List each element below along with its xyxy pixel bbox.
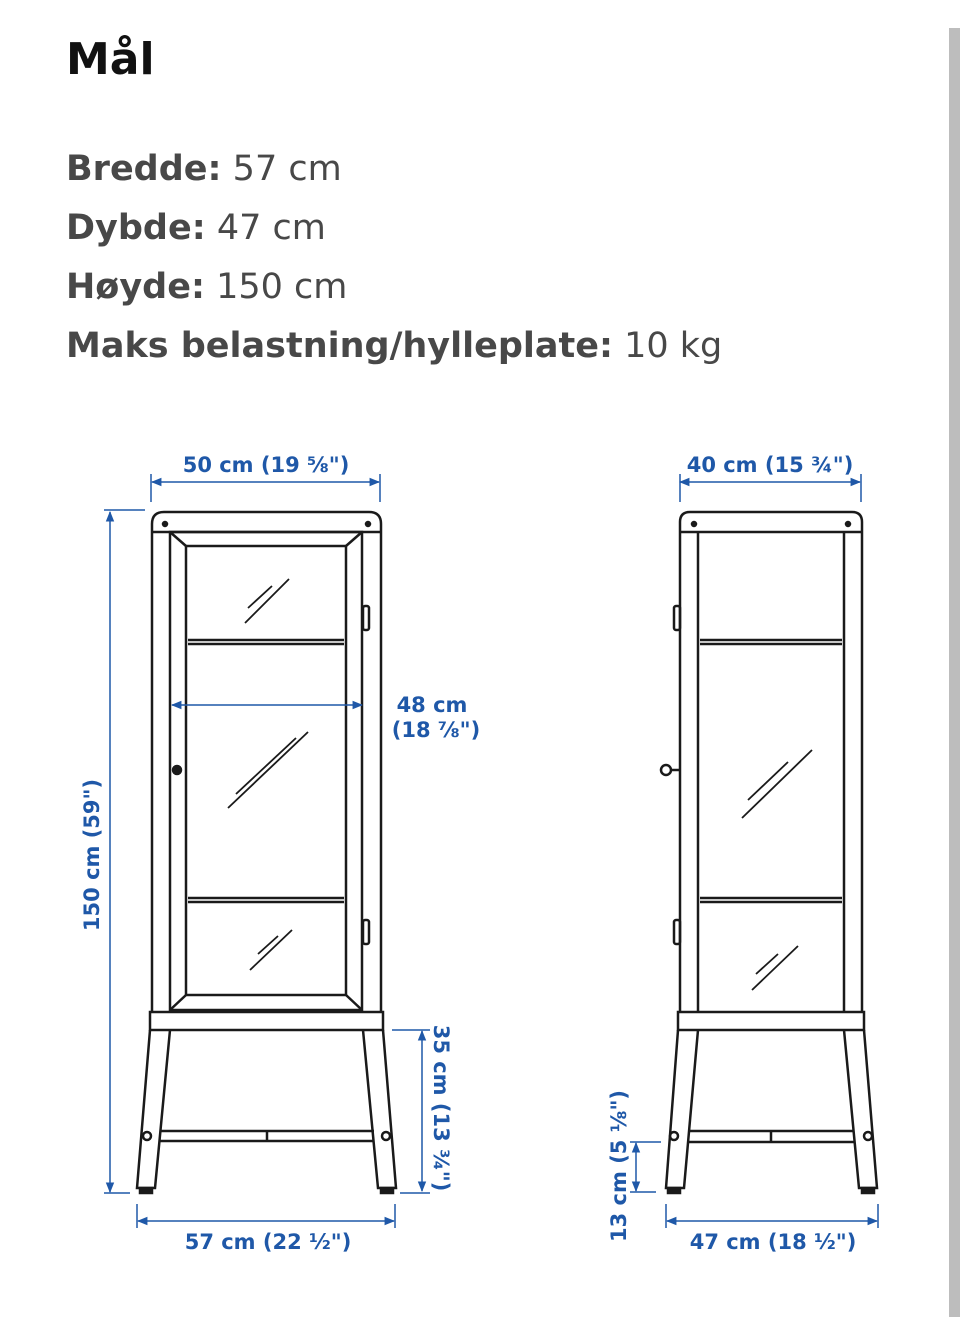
front-inner-width-in-label: (18 ⅞") xyxy=(391,718,481,742)
front-inner-width-cm-label: 48 cm xyxy=(396,693,468,717)
spec-height: Høyde: 150 cm xyxy=(66,267,348,307)
side-view-cabinet xyxy=(661,512,877,1193)
spec-max-load: Maks belastning/hylleplate: 10 kg xyxy=(66,326,723,366)
side-top-depth-label: 40 cm (15 ¾") xyxy=(686,453,854,477)
spec-depth: Dybde: 47 cm xyxy=(66,208,326,248)
front-base-width-label: 57 cm (22 ½") xyxy=(184,1230,352,1254)
front-view-cabinet xyxy=(137,512,396,1193)
front-leg-height-label: 35 cm (13 ¾") xyxy=(429,1024,453,1192)
page-title: Mål xyxy=(66,34,155,85)
glass-reflection-icon xyxy=(228,579,308,970)
front-height-label: 150 cm (59") xyxy=(80,778,104,932)
front-top-width-label: 50 cm (19 ⅝") xyxy=(182,453,350,477)
spec-width: Bredde: 57 cm xyxy=(66,149,342,189)
side-stretcher-height-label: 13 cm (5 ⅛") xyxy=(607,1090,631,1242)
side-base-depth-label: 47 cm (18 ½") xyxy=(689,1230,857,1254)
scrollbar[interactable] xyxy=(949,28,960,1317)
dimension-lines xyxy=(104,474,878,1228)
glass-reflection-icon xyxy=(742,750,812,990)
